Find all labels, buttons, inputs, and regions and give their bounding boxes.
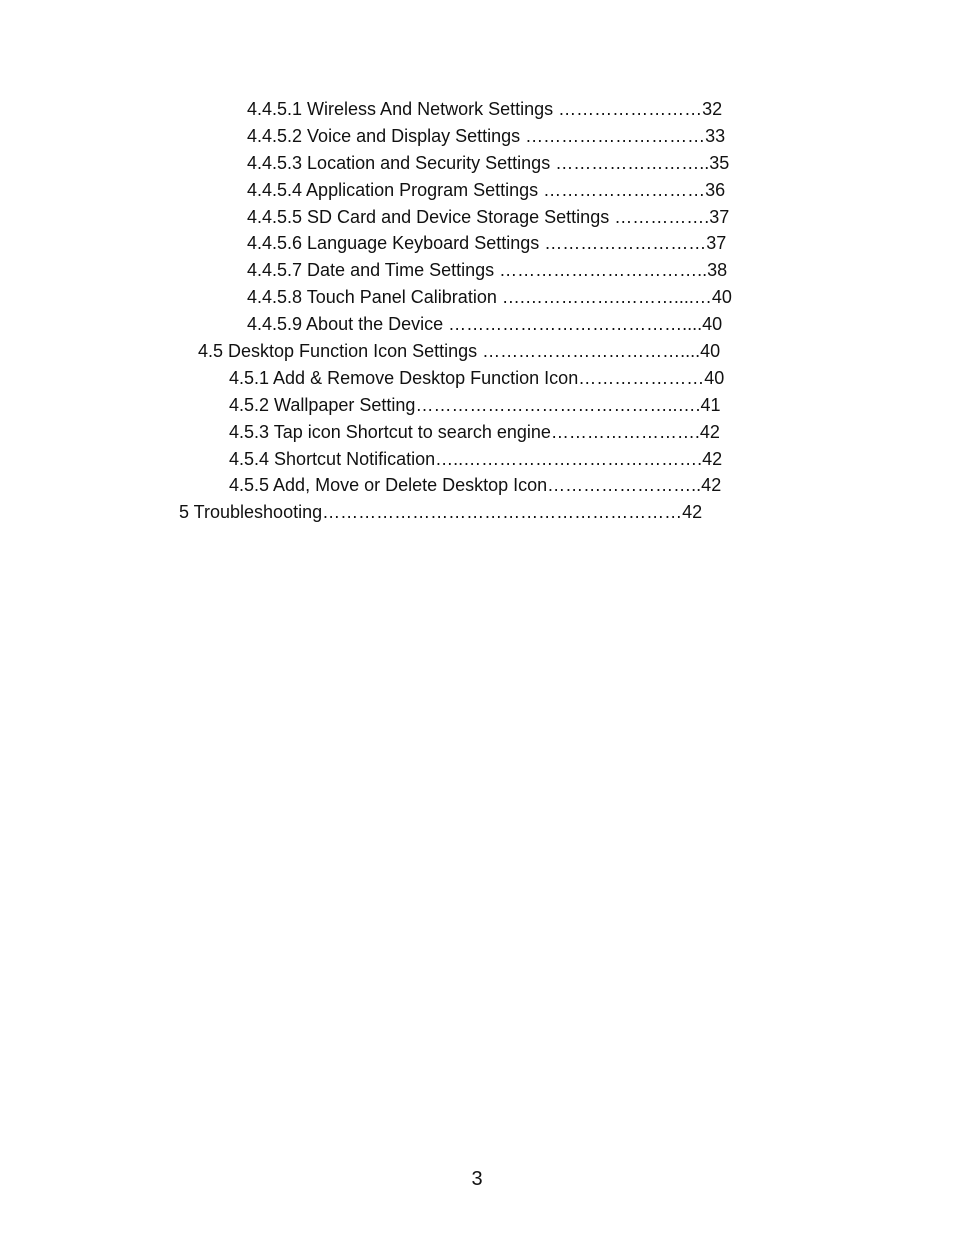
page-number: 3 xyxy=(471,1168,483,1190)
table-of-contents xyxy=(0,96,954,526)
toc-entry-5[interactable]: 5 Troubleshooting……………………………………………………42 xyxy=(179,502,703,523)
toc-entry-4-4-5-7[interactable]: 4.4.5.7 Date and Time Settings ……………………………..38 xyxy=(247,260,728,281)
toc-entry-4-4-5-3[interactable]: 4.4.5.3 Location and Security Settings ……………………..35 xyxy=(247,152,730,173)
toc-entry-4-5[interactable]: 4.5 Desktop Function Icon Settings ……………………………....40 xyxy=(198,341,721,362)
toc-entry-4-5-1[interactable]: 4.5.1 Add & Remove Desktop Function Icon…………………40 xyxy=(229,367,725,388)
toc-entry-4-4-5-2[interactable]: 4.4.5.2 Voice and Display Settings …………………………33 xyxy=(247,125,726,146)
toc-entry-4-4-5-1[interactable]: 4.4.5.1 Wireless And Network Settings ……………………32 xyxy=(247,99,723,119)
toc-entry-4-4-5-6[interactable]: 4.4.5.6 Language Keyboard Settings ………………………37 xyxy=(247,233,727,254)
toc-entry-4-5-3[interactable]: 4.5.3 Tap icon Shortcut to search engine…………………….42 xyxy=(229,421,720,442)
toc-entry-4-4-5-8[interactable]: 4.4.5.8 Touch Panel Calibration ….…………….………....…40 xyxy=(247,287,732,308)
toc-entry-4-5-5[interactable]: 4.5.5 Add, Move or Delete Desktop Icon……………………..42 xyxy=(229,475,722,496)
toc-entry-4-5-2[interactable]: 4.5.2 Wallpaper Setting……………………………………..….41 xyxy=(229,394,721,415)
toc-entry-4-4-5-9[interactable]: 4.4.5.9 About the Device …………………………………....40 xyxy=(247,314,723,335)
toc-entry-4-4-5-4[interactable]: 4.4.5.4 Application Program Settings ………………………36 xyxy=(247,179,726,200)
toc-entry-4-5-4[interactable]: 4.5.4 Shortcut Notification…..………………………………….42 xyxy=(229,448,723,469)
toc-entry-4-4-5-5[interactable]: 4.4.5.5 SD Card and Device Storage Settings …………….37 xyxy=(247,206,730,227)
